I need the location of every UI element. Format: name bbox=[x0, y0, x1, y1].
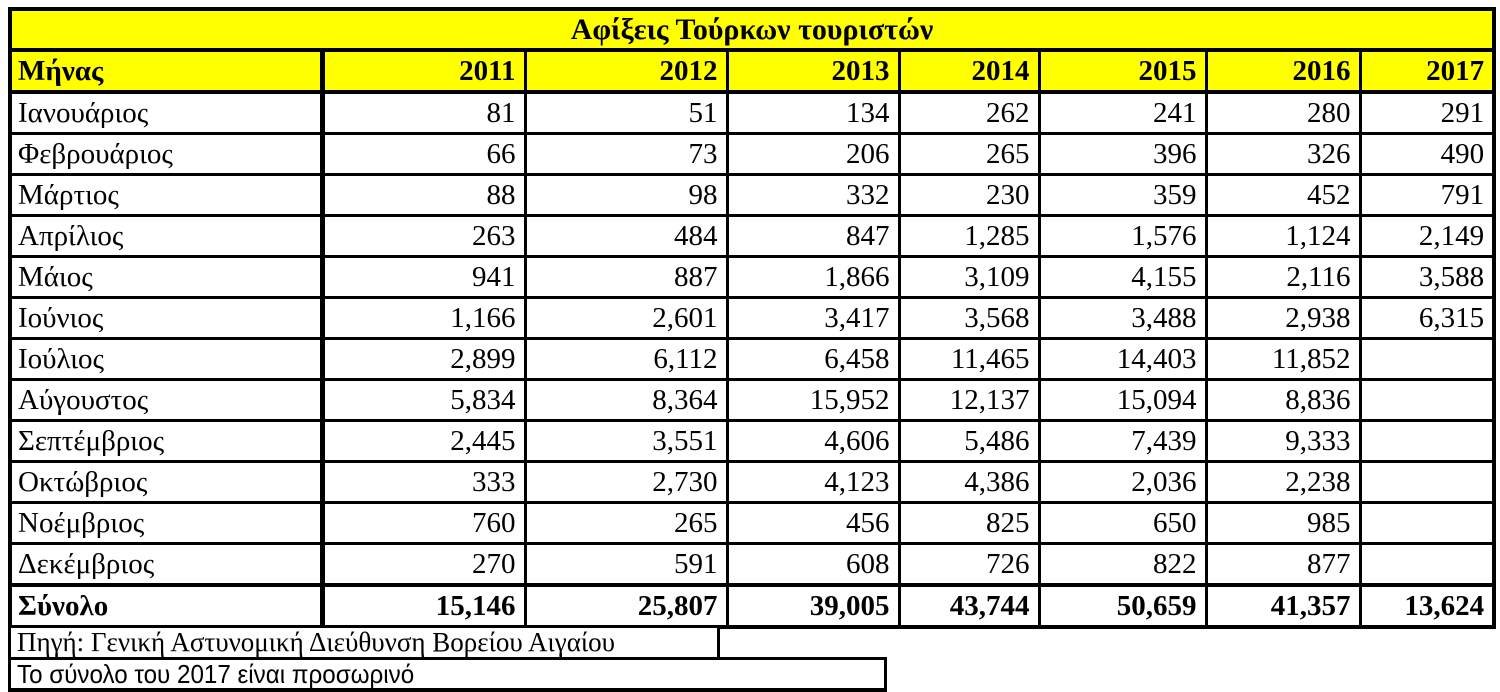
value-cell: 452 bbox=[1206, 175, 1360, 216]
month-label: Αύγουστος bbox=[10, 380, 322, 421]
table-row bbox=[10, 134, 1494, 175]
value-cell: 3,588 bbox=[1360, 257, 1494, 298]
table-row bbox=[10, 380, 1494, 421]
value-cell: 263 bbox=[322, 216, 525, 257]
value-cell: 6,458 bbox=[727, 339, 899, 380]
table-title-row bbox=[10, 9, 1494, 50]
month-label: Οκτώβριος bbox=[10, 462, 322, 503]
value-cell: 1,166 bbox=[322, 298, 525, 339]
value-cell: 941 bbox=[322, 257, 525, 298]
value-cell: 396 bbox=[1039, 134, 1206, 175]
value-cell: 3,109 bbox=[899, 257, 1039, 298]
value-cell: 332 bbox=[727, 175, 899, 216]
value-cell: 15,952 bbox=[727, 380, 899, 421]
value-cell: 2,730 bbox=[525, 462, 727, 503]
column-header-year: 2016 bbox=[1206, 50, 1360, 92]
value-cell: 11,852 bbox=[1206, 339, 1360, 380]
value-cell: 2,116 bbox=[1206, 257, 1360, 298]
value-cell: 1,285 bbox=[899, 216, 1039, 257]
value-cell: 456 bbox=[727, 503, 899, 544]
value-cell: 2,899 bbox=[322, 339, 525, 380]
value-cell: 2,601 bbox=[525, 298, 727, 339]
value-cell: 8,836 bbox=[1206, 380, 1360, 421]
total-value-cell: 43,744 bbox=[899, 585, 1039, 627]
source-footnote-cell bbox=[8, 625, 720, 660]
column-header-year: 2014 bbox=[899, 50, 1039, 92]
table-row bbox=[10, 92, 1494, 134]
value-cell: 484 bbox=[525, 216, 727, 257]
total-value-cell: 39,005 bbox=[727, 585, 899, 627]
value-cell: 206 bbox=[727, 134, 899, 175]
value-cell: 134 bbox=[727, 92, 899, 134]
value-cell: 2,938 bbox=[1206, 298, 1360, 339]
value-cell: 270 bbox=[322, 544, 525, 586]
value-cell: 1,124 bbox=[1206, 216, 1360, 257]
value-cell bbox=[1360, 380, 1494, 421]
value-cell bbox=[1360, 462, 1494, 503]
value-cell: 11,465 bbox=[899, 339, 1039, 380]
value-cell: 5,834 bbox=[322, 380, 525, 421]
value-cell: 280 bbox=[1206, 92, 1360, 134]
value-cell: 3,568 bbox=[899, 298, 1039, 339]
value-cell: 9,333 bbox=[1206, 421, 1360, 462]
value-cell: 326 bbox=[1206, 134, 1360, 175]
column-header-year: 2015 bbox=[1039, 50, 1206, 92]
total-row bbox=[10, 585, 1494, 627]
value-cell: 847 bbox=[727, 216, 899, 257]
table-header-row bbox=[10, 50, 1494, 92]
value-cell: 2,445 bbox=[322, 421, 525, 462]
column-header-year: 2012 bbox=[525, 50, 727, 92]
table-row bbox=[10, 216, 1494, 257]
value-cell: 66 bbox=[322, 134, 525, 175]
value-cell: 608 bbox=[727, 544, 899, 586]
source-footnote-text: Πηγή: Γενική Αστυνομική Διεύθυνση Βορείου Αιγαίου bbox=[17, 627, 615, 657]
value-cell: 4,606 bbox=[727, 421, 899, 462]
month-label: Απρίλιος bbox=[10, 216, 322, 257]
provisional-footnote-cell bbox=[8, 657, 887, 692]
value-cell bbox=[1360, 421, 1494, 462]
month-label: Δεκέμβριος bbox=[10, 544, 322, 586]
table-row bbox=[10, 544, 1494, 586]
table-row bbox=[10, 298, 1494, 339]
table-row bbox=[10, 257, 1494, 298]
value-cell: 265 bbox=[525, 503, 727, 544]
value-cell: 887 bbox=[525, 257, 727, 298]
value-cell: 822 bbox=[1039, 544, 1206, 586]
value-cell: 6,315 bbox=[1360, 298, 1494, 339]
value-cell: 985 bbox=[1206, 503, 1360, 544]
value-cell: 2,149 bbox=[1360, 216, 1494, 257]
value-cell: 230 bbox=[899, 175, 1039, 216]
value-cell: 51 bbox=[525, 92, 727, 134]
column-header-month: Μήνας bbox=[10, 50, 322, 92]
value-cell: 4,155 bbox=[1039, 257, 1206, 298]
value-cell: 4,123 bbox=[727, 462, 899, 503]
column-header-year: 2011 bbox=[322, 50, 525, 92]
value-cell: 88 bbox=[322, 175, 525, 216]
value-cell: 333 bbox=[322, 462, 525, 503]
value-cell: 81 bbox=[322, 92, 525, 134]
value-cell: 3,488 bbox=[1039, 298, 1206, 339]
month-label: Νοέμβριος bbox=[10, 503, 322, 544]
value-cell: 6,112 bbox=[525, 339, 727, 380]
table-row bbox=[10, 339, 1494, 380]
provisional-footnote-text: Το σύνολο του 2017 είναι προσωρινό bbox=[17, 658, 415, 689]
value-cell: 12,137 bbox=[899, 380, 1039, 421]
value-cell: 98 bbox=[525, 175, 727, 216]
table-title: Αφίξεις Τούρκων τουριστών bbox=[10, 9, 1494, 50]
value-cell: 3,551 bbox=[525, 421, 727, 462]
total-value-cell: 50,659 bbox=[1039, 585, 1206, 627]
month-label: Ιούνιος bbox=[10, 298, 322, 339]
value-cell: 3,417 bbox=[727, 298, 899, 339]
value-cell: 1,576 bbox=[1039, 216, 1206, 257]
value-cell: 726 bbox=[899, 544, 1039, 586]
month-label: Μάιος bbox=[10, 257, 322, 298]
value-cell: 291 bbox=[1360, 92, 1494, 134]
value-cell: 650 bbox=[1039, 503, 1206, 544]
total-value-cell: 15,146 bbox=[322, 585, 525, 627]
table-row bbox=[10, 503, 1494, 544]
value-cell: 262 bbox=[899, 92, 1039, 134]
value-cell: 760 bbox=[322, 503, 525, 544]
value-cell bbox=[1360, 544, 1494, 586]
value-cell: 15,094 bbox=[1039, 380, 1206, 421]
value-cell: 791 bbox=[1360, 175, 1494, 216]
value-cell: 14,403 bbox=[1039, 339, 1206, 380]
value-cell: 241 bbox=[1039, 92, 1206, 134]
arrivals-table bbox=[8, 7, 1496, 629]
table-row bbox=[10, 421, 1494, 462]
value-cell: 877 bbox=[1206, 544, 1360, 586]
value-cell bbox=[1360, 339, 1494, 380]
total-value-cell: 25,807 bbox=[525, 585, 727, 627]
value-cell: 359 bbox=[1039, 175, 1206, 216]
value-cell: 2,036 bbox=[1039, 462, 1206, 503]
column-header-year: 2013 bbox=[727, 50, 899, 92]
month-label: Μάρτιος bbox=[10, 175, 322, 216]
column-header-year: 2017 bbox=[1360, 50, 1494, 92]
month-label: Σεπτέμβριος bbox=[10, 421, 322, 462]
value-cell: 825 bbox=[899, 503, 1039, 544]
month-label: Φεβρουάριος bbox=[10, 134, 322, 175]
value-cell: 591 bbox=[525, 544, 727, 586]
table-row bbox=[10, 462, 1494, 503]
value-cell: 8,364 bbox=[525, 380, 727, 421]
total-label: Σύνολο bbox=[10, 585, 322, 627]
value-cell bbox=[1360, 503, 1494, 544]
table-row bbox=[10, 175, 1494, 216]
value-cell: 7,439 bbox=[1039, 421, 1206, 462]
value-cell: 2,238 bbox=[1206, 462, 1360, 503]
value-cell: 1,866 bbox=[727, 257, 899, 298]
value-cell: 5,486 bbox=[899, 421, 1039, 462]
total-value-cell: 13,624 bbox=[1360, 585, 1494, 627]
value-cell: 4,386 bbox=[899, 462, 1039, 503]
value-cell: 265 bbox=[899, 134, 1039, 175]
month-label: Ιούλιος bbox=[10, 339, 322, 380]
total-value-cell: 41,357 bbox=[1206, 585, 1360, 627]
value-cell: 490 bbox=[1360, 134, 1494, 175]
value-cell: 73 bbox=[525, 134, 727, 175]
month-label: Ιανουάριος bbox=[10, 92, 322, 134]
